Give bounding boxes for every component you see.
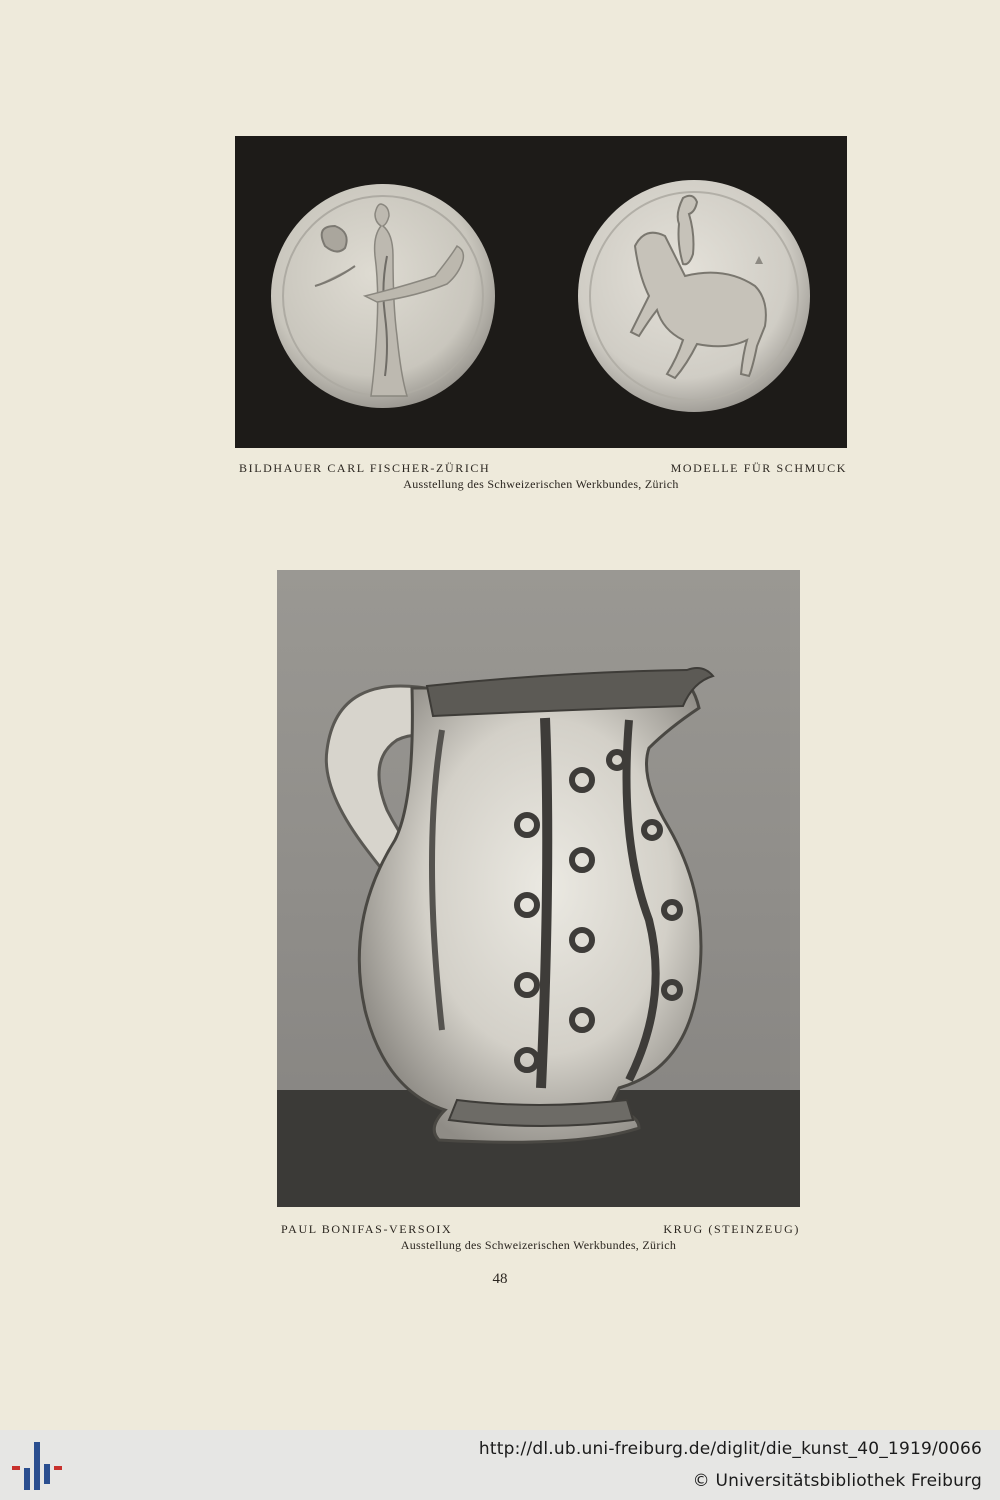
jug-photograph [277,570,800,1207]
plate1-caption-exhibition: Ausstellung des Schweizerischen Werkbundes, Zürich [403,477,679,491]
viewer-footer [0,1430,1000,1500]
plate1-caption-artist: BILDHAUER CARL FISCHER-ZÜRICH [239,461,491,475]
left-medallion [271,184,495,408]
plate2-caption-exhibition: Ausstellung des Schweizerischen Werkbundes, Zürich [400,1238,677,1252]
page-number: 48 [492,1271,508,1287]
plate2-caption-title: KRUG (STEINZEUG) [663,1222,800,1236]
plate2-caption-artist: PAUL BONIFAS-VERSOIX [281,1222,453,1236]
copyright-text: © Universitätsbibliothek Freiburg [692,1471,982,1491]
permalink-link[interactable]: http://dl.ub.uni-freiburg.de/diglit/die_kunst_40_1919/0066 [478,1439,982,1459]
medallions-photograph [235,136,847,448]
plate1-caption-title: MODELLE FÜR SCHMUCK [670,461,847,475]
right-medallion [578,180,810,412]
library-logo-icon [12,1442,64,1490]
